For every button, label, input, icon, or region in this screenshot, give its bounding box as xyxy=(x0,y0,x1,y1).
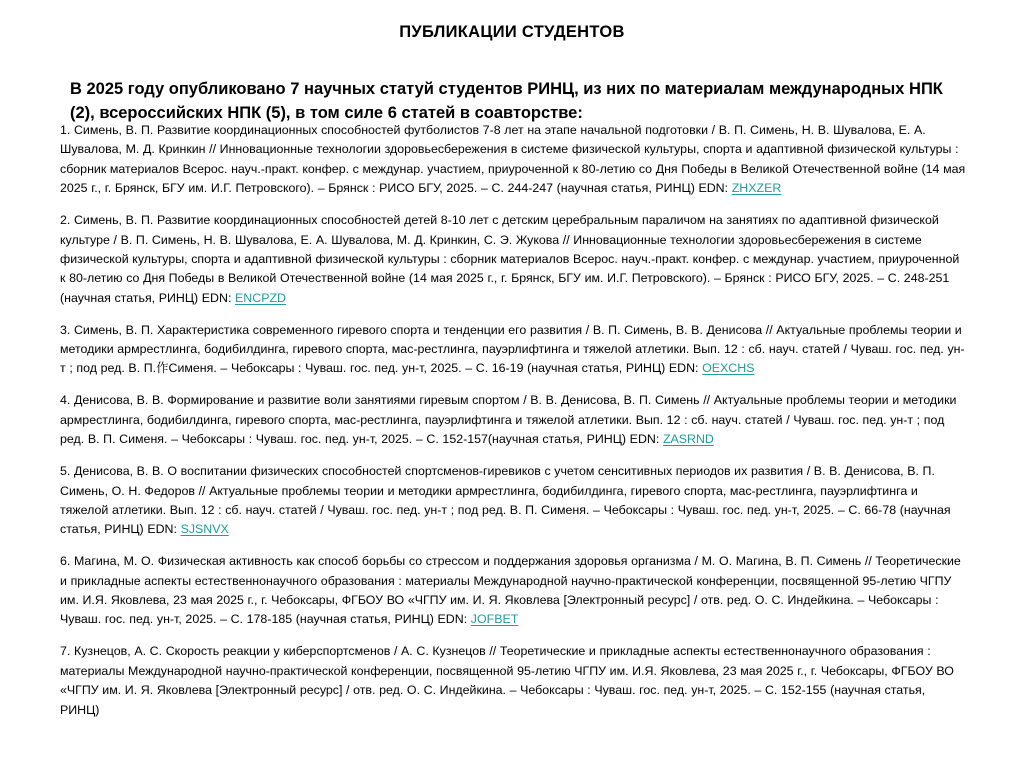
reference-text: 1. Симень, В. П. Развитие координационных способностей футболистов 7-8 лет на этапе начальной подготовки / В. П. Симень, Н. В. Шувалова, Е. А. Шувалова, М. Д. Кринкин // Инновационные технологии здоровьесбережения в системе физической культуры, спорта и адаптивной физической культуры : сборник материалов Всерос. науч.-практ. конфер. с междунар. участием, приуроченной к 80-летию со Дня Победы в Великой Отечественной войне (14 мая 2025 г., г. Брянск, БГУ им. И.Г. Петровского). – Брянск : РИСО БГУ, 2025. – С. 244-247 (научная статья, РИНЦ) EDN: xyxy=(60,123,966,196)
reference-text: 5. Денисова, В. В. О воспитании физических способностей спортсменов-гиревиков с учетом сенситивных периодов их развития / В. В. Денисова, В. П. Симень, О. Н. Федоров // Актуальные проблемы теории и методики армрестлинга, бодибилдинга, гиревого спорта, мас-рестлинга, пауэрлифтинга и тяжелой атлетики. Вып. 12 : сб. науч. статей / Чуваш. гос. пед. ун-т ; под ред. В. П. Сименя. – Чебоксары : Чуваш. гос. пед. ун-т, 2025. – С. 66-78 (научная статья, РИНЦ) EDN: xyxy=(60,464,951,537)
reference-text: 3. Симень, В. П. Характеристика современного гиревого спорта и тенденции его развития / В. П. Симень, В. В. Денисова // Актуальные проблемы теории и методики армрестлинга, бодибилдинга, гиревого спорта, мас-рестлинга, пауэрлифтинга и тяжелой атлетики. Вып. 12 : сб. науч. статей / Чуваш. гос. пед. ун-т ; под ред. В. П.作Сименя. – Чебоксары : Чуваш. гос. пед. ун-т, 2025. – С. 16-19 (научная статья, РИНЦ) EDN: xyxy=(60,322,965,376)
edn-link[interactable]: JOFBET xyxy=(470,612,519,627)
intro-paragraph: В 2025 году опубликовано 7 научных статуй студентов РИНЦ, из них по материалам международных НПК (2), всероссийских НПК (5), в том силе 6 статей в соавторстве: xyxy=(70,79,943,122)
reference-text: 7. Кузнецов, А. С. Скорость реакции у киберспортсменов / А. С. Кузнецов // Теоретические и прикладные аспекты естественнонаучного образования : материалы Международной научно-практической конференции, посвященной 95-летию ЧГПУ им. И.Я. Яковлева, 23 мая 2025 г., г. Чебоксары, ФГБОУ ВО «ЧГПУ им. И. Я. Яковлева [Электронный ресурс] / отв. ред. О. С. Индейкина. – Чебоксары : Чуваш. гос. пед. ун-т, 2025. – С. 152-155 (научная статья, РИНЦ) xyxy=(60,644,954,717)
edn-link[interactable]: ZHXZER xyxy=(731,181,782,196)
edn-link[interactable]: ZASRND xyxy=(662,432,714,447)
reference-list xyxy=(60,121,966,720)
reference-item-6 xyxy=(60,552,966,630)
reference-item-4 xyxy=(60,391,966,449)
reference-text: 6. Магина, М. О. Физическая активность как способ борьбы со стрессом и поддержания здоровья организма / М. О. Магина, В. П. Симень // Теоретические и прикладные аспекты естественнонаучного образования : материалы Международной научно-практической конференции, посвященной 95-летию ЧГПУ им. И.Я. Яковлева, 23 мая 2025 г., г. Чебоксары, ФГБОУ ВО «ЧГПУ им. И. Я. Яковлева [Электронный ресурс] / отв. ред. О. С. Индейкина. – Чебоксары : Чуваш. гос. пед. ун-т, 2025. – С. 178-185 (научная статья, РИНЦ) EDN: xyxy=(60,554,961,627)
reference-item-7 xyxy=(60,642,966,720)
edn-link[interactable]: ENCPZD xyxy=(235,290,286,305)
reference-item-1 xyxy=(60,121,966,199)
page-title: ПУБЛИКАЦИИ СТУДЕНТОВ xyxy=(399,23,625,42)
reference-item-2 xyxy=(60,211,966,308)
reference-item-5 xyxy=(60,462,966,540)
reference-item-3 xyxy=(60,321,966,379)
edn-link[interactable]: SJSNVX xyxy=(180,522,229,537)
reference-text: 4. Денисова, В. В. Формирование и развитие воли занятиями гиревым спортом / В. В. Денисова, В. П. Симень // Актуальные проблемы теории и методики армрестлинга, бодибилдинга, гиревого спорта, мас-рестлинга, пауэрлифтинга и тяжелой атлетики. Вып. 12 : сб. науч. статей / Чуваш. гос. пед. ун-т ; под ред. В. П. Сименя. – Чебоксары : Чуваш. гос. пед. ун-т, 2025. – С. 152-157(научная статья, РИНЦ) EDN: xyxy=(60,393,957,447)
reference-text: 2. Симень, В. П. Развитие координационных способностей детей 8-10 лет с детским церебральным параличом на занятиях по адаптивной физической культуре / В. П. Симень, Н. В. Шувалова, Е. А. Шувалова, М. Д. Кринкин, С. Э. Жукова // Инновационные технологии здоровьесбережения в системе физической культуры, спорта и адаптивной физической культуры : сборник материалов Всерос. науч.-практ. конфер. с междунар. участием, приуроченной к 80-летию со Дня Победы в Великой Отечественной войне (14 мая 2025 г., г. Брянск, БГУ им. И.Г. Петровского). – Брянск : РИСО БГУ, 2025. – С. 248-251 (научная статья, РИНЦ) EDN: xyxy=(60,213,960,305)
edn-link[interactable]: OEXCHS xyxy=(702,361,755,376)
